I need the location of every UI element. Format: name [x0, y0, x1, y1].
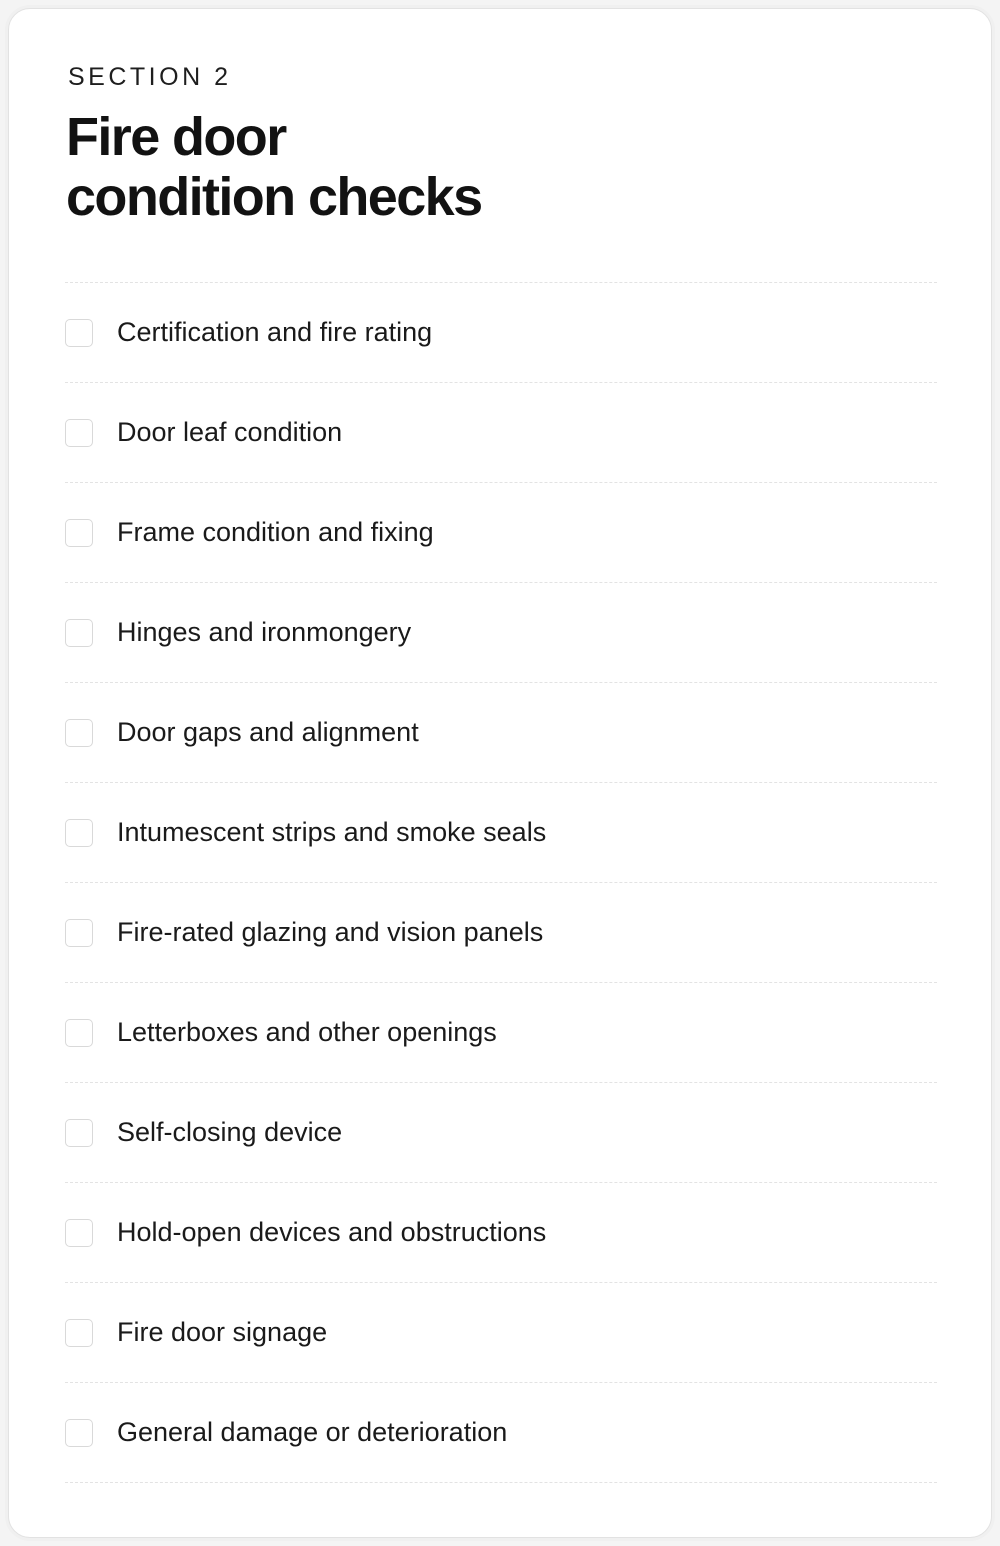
checkbox[interactable] — [65, 619, 93, 647]
checklist-item[interactable] — [65, 683, 937, 783]
checkbox[interactable] — [65, 519, 93, 547]
checklist-item[interactable] — [65, 383, 937, 483]
checkbox[interactable] — [65, 819, 93, 847]
section-title-line-2: condition checks — [66, 167, 482, 227]
section-title-line-1: Fire door — [66, 107, 286, 167]
checkbox[interactable] — [65, 919, 93, 947]
checklist-item[interactable] — [65, 783, 937, 883]
checklist-item[interactable] — [65, 483, 937, 583]
checklist-item-label: Fire door signage — [117, 1317, 328, 1347]
checklist-item[interactable] — [65, 883, 937, 983]
checklist — [65, 282, 937, 1483]
checklist-item[interactable] — [65, 283, 937, 383]
checklist-item-label: Door gaps and alignment — [117, 717, 419, 747]
checklist-item-label: Hinges and ironmongery — [117, 617, 412, 647]
checklist-item-label: Frame condition and fixing — [117, 517, 434, 547]
checkbox[interactable] — [65, 1419, 93, 1447]
checklist-item[interactable] — [65, 1283, 937, 1383]
checkbox[interactable] — [65, 1019, 93, 1047]
checklist-item-label: Door leaf condition — [117, 417, 343, 447]
checkbox[interactable] — [65, 1119, 93, 1147]
checklist-item-label: Intumescent strips and smoke seals — [117, 817, 547, 847]
checklist-item-label: Self-closing device — [117, 1117, 343, 1147]
checkbox[interactable] — [65, 719, 93, 747]
checklist-item-label: Letterboxes and other openings — [117, 1017, 497, 1047]
checklist-item[interactable] — [65, 583, 937, 683]
checklist-item[interactable] — [65, 1083, 937, 1183]
section-title — [66, 107, 766, 227]
checkbox[interactable] — [65, 1319, 93, 1347]
checklist-item[interactable] — [65, 983, 937, 1083]
checkbox[interactable] — [65, 319, 93, 347]
checklist-item-label: Hold-open devices and obstructions — [117, 1217, 547, 1247]
checklist-item-label: General damage or deterioration — [117, 1417, 508, 1447]
checklist-item[interactable] — [65, 1383, 937, 1483]
checklist-card — [8, 8, 992, 1538]
section-eyebrow: SECTION 2 — [68, 63, 232, 91]
checklist-item-label: Fire-rated glazing and vision panels — [117, 917, 544, 947]
checklist-item[interactable] — [65, 1183, 937, 1283]
checkbox[interactable] — [65, 419, 93, 447]
checklist-item-label: Certification and fire rating — [117, 317, 433, 347]
checkbox[interactable] — [65, 1219, 93, 1247]
